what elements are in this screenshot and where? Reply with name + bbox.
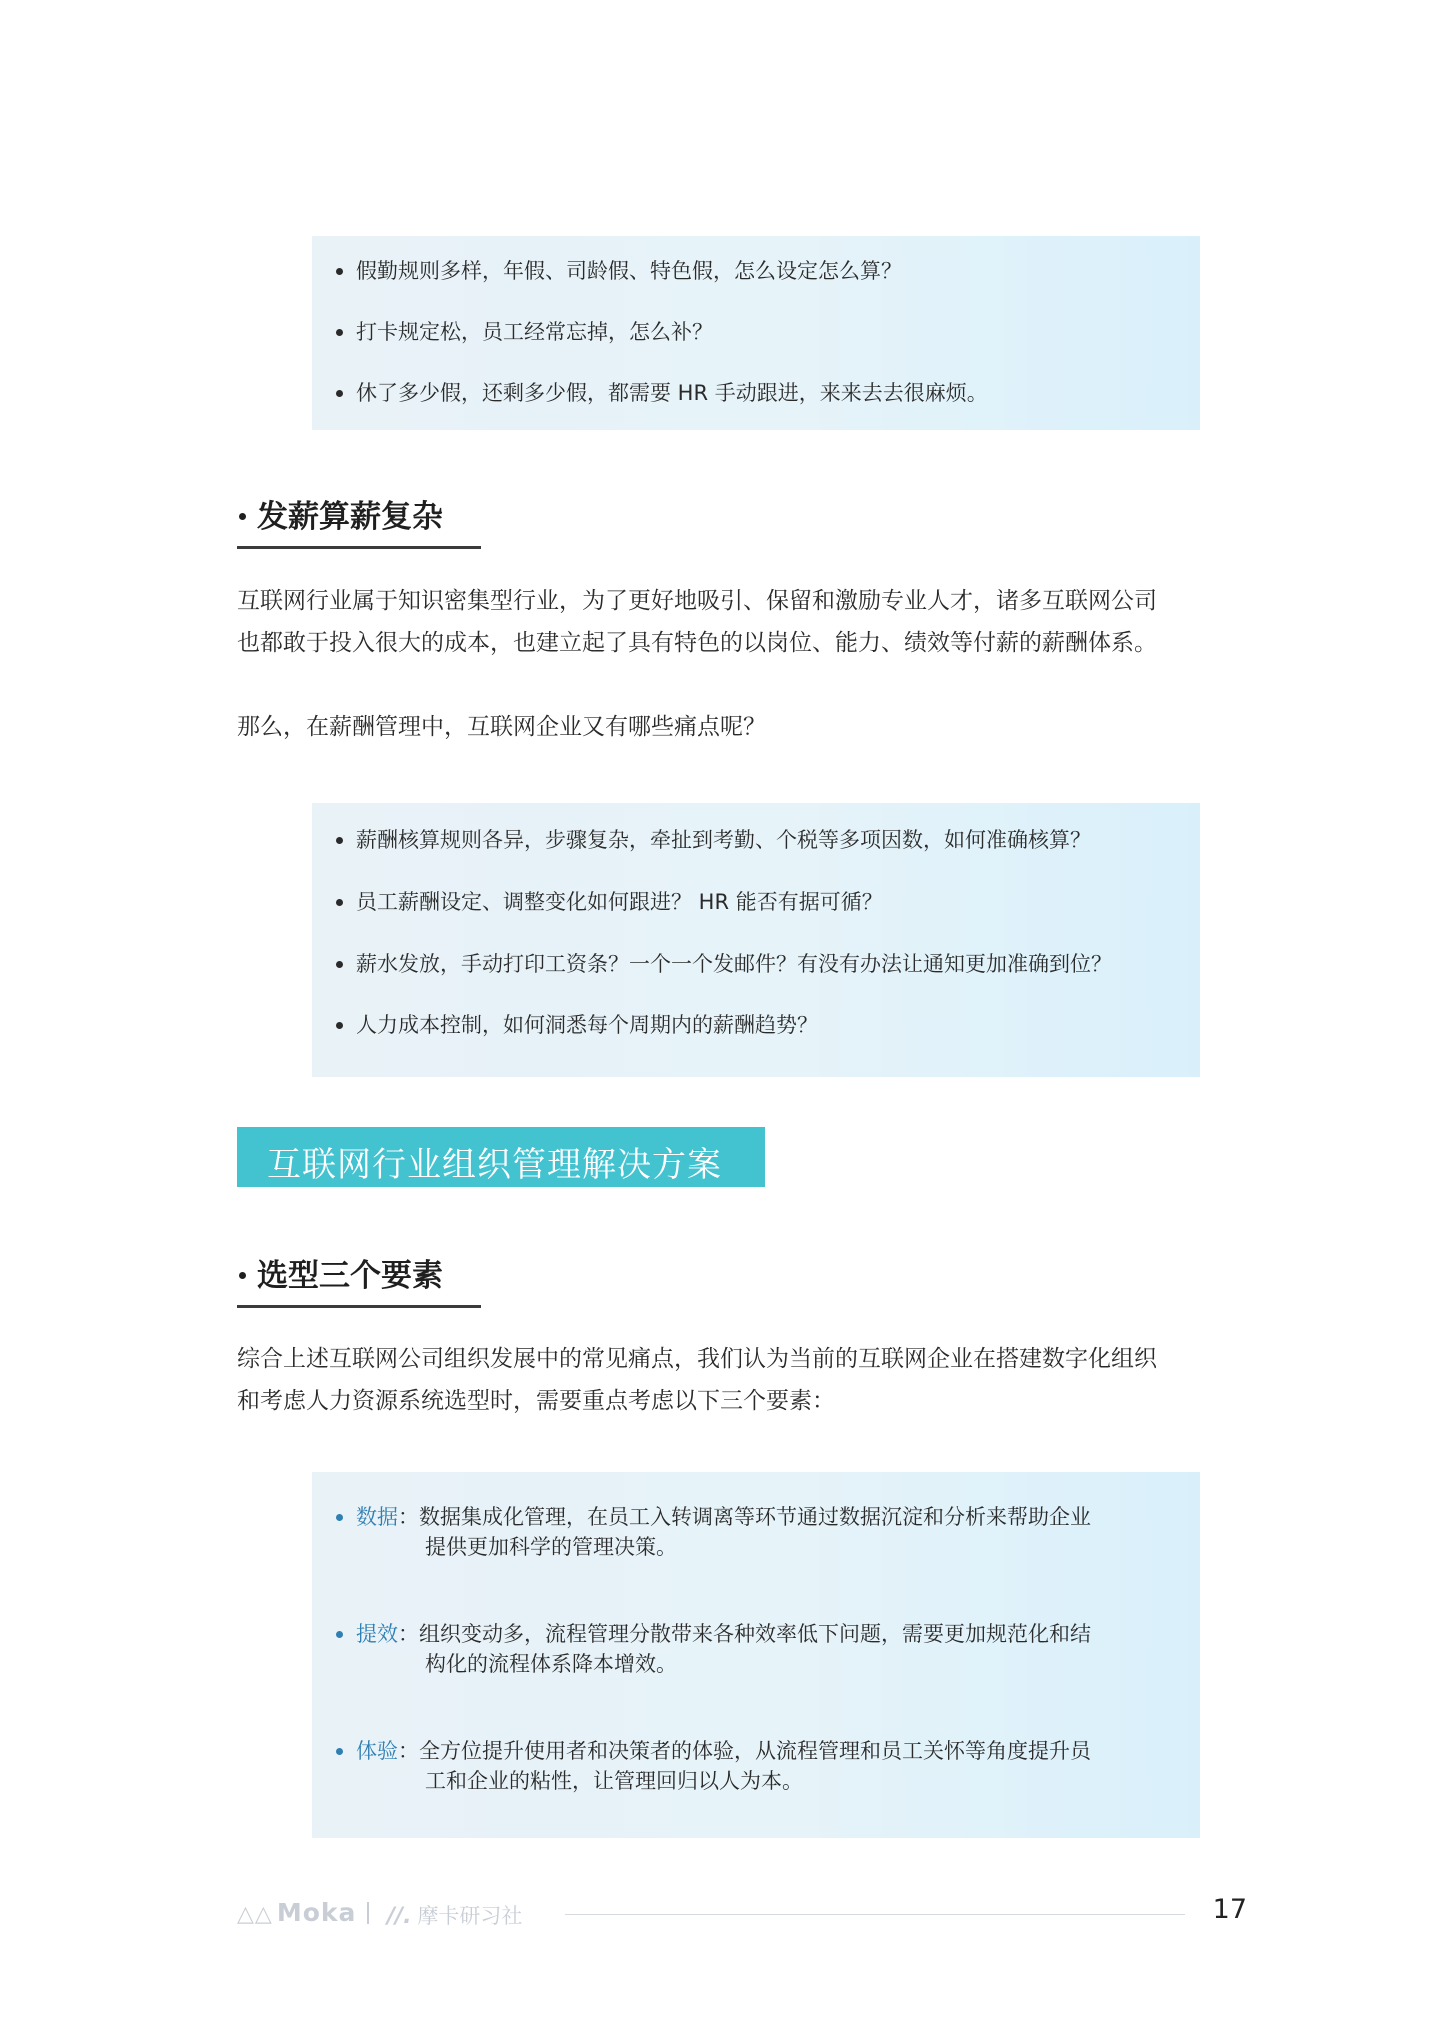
element-text: ：全方位提升使用者和决策者的体验，从流程管理和员工关怀等角度提升员 — [398, 1739, 1091, 1763]
list-item: 假勤规则多样，年假、司龄假、特色假，怎么设定怎么算？ — [356, 256, 1180, 286]
paragraph-payroll-intro — [237, 580, 1247, 664]
bullet-icon — [239, 1272, 246, 1279]
footer-separator — [367, 1902, 369, 1924]
section-heading-payroll — [237, 483, 481, 549]
list-item-experience — [356, 1736, 1180, 1796]
element-label: 数据 — [356, 1505, 398, 1529]
page-footer — [237, 1890, 1247, 1940]
element-text-cont: 构化的流程体系降本增效。 — [425, 1652, 677, 1676]
element-text: ：组织变动多，流程管理分散带来各种效率低下问题，需要更加规范化和结 — [398, 1622, 1091, 1646]
paragraph-line: 综合上述互联网公司组织发展中的常见痛点，我们认为当前的互联网企业在搭建数字化组织 — [237, 1346, 1157, 1372]
banner-title: 互联网行业组织管理解决方案 — [267, 1145, 722, 1185]
research-logo-icon: //. — [387, 1904, 412, 1929]
paragraph-payroll-question: 那么，在薪酬管理中，互联网企业又有哪些痛点呢？ — [237, 714, 766, 740]
list-item: 薪水发放，手动打印工资条？一个一个发邮件？有没有办法让通知更加准确到位？ — [356, 949, 1180, 979]
moka-logo-text: Moka — [276, 1898, 357, 1927]
section-heading-text: 发薪算薪复杂 — [257, 499, 443, 535]
element-label: 体验 — [356, 1739, 398, 1763]
list-item: 员工薪酬设定、调整变化如何跟进？ HR 能否有据可循？ — [356, 887, 1180, 917]
list-item: 薪酬核算规则各异，步骤复杂，牵扯到考勤、个税等多项因数，如何准确核算？ — [356, 825, 1180, 855]
list-item-efficiency — [356, 1619, 1180, 1679]
paragraph-line: 也都敢于投入很大的成本，也建立起了具有特色的以岗位、能力、绩效等付薪的薪酬体系。 — [237, 630, 1157, 656]
element-text: ：数据集成化管理，在员工入转调离等环节通过数据沉淀和分析来帮助企业 — [398, 1505, 1091, 1529]
page-number: 17 — [1212, 1894, 1247, 1925]
research-logo — [387, 1900, 522, 1930]
list-item-data — [356, 1502, 1180, 1562]
list-item: 休了多少假，还剩多少假，都需要 HR 手动跟进，来来去去很麻烦。 — [356, 378, 1180, 408]
info-box-leave — [312, 236, 1200, 430]
info-box-elements — [312, 1472, 1200, 1838]
footer-divider — [565, 1914, 1185, 1915]
research-logo-text: 摩卡研习社 — [417, 1904, 523, 1928]
paragraph-line: 互联网行业属于知识密集型行业，为了更好地吸引、保留和激励专业人才，诸多互联网公司 — [237, 588, 1157, 614]
info-box-payroll — [312, 803, 1200, 1077]
list-item: 打卡规定松，员工经常忘掉，怎么补？ — [356, 317, 1180, 347]
section-banner — [237, 1127, 765, 1187]
list-item: 人力成本控制，如何洞悉每个周期内的薪酬趋势？ — [356, 1010, 1180, 1040]
moka-logo-icon: △△ — [237, 1902, 273, 1927]
section-heading-selection — [237, 1242, 481, 1308]
section-heading-text: 选型三个要素 — [257, 1258, 443, 1294]
element-label: 提效 — [356, 1622, 398, 1646]
paragraph-line: 和考虑人力资源系统选型时，需要重点考虑以下三个要素： — [237, 1388, 835, 1414]
bullet-icon — [239, 513, 246, 520]
element-text-cont: 提供更加科学的管理决策。 — [425, 1535, 677, 1559]
paragraph-selection-intro — [237, 1338, 1247, 1422]
moka-logo — [237, 1898, 356, 1927]
element-text-cont: 工和企业的粘性，让管理回归以人为本。 — [425, 1769, 803, 1793]
